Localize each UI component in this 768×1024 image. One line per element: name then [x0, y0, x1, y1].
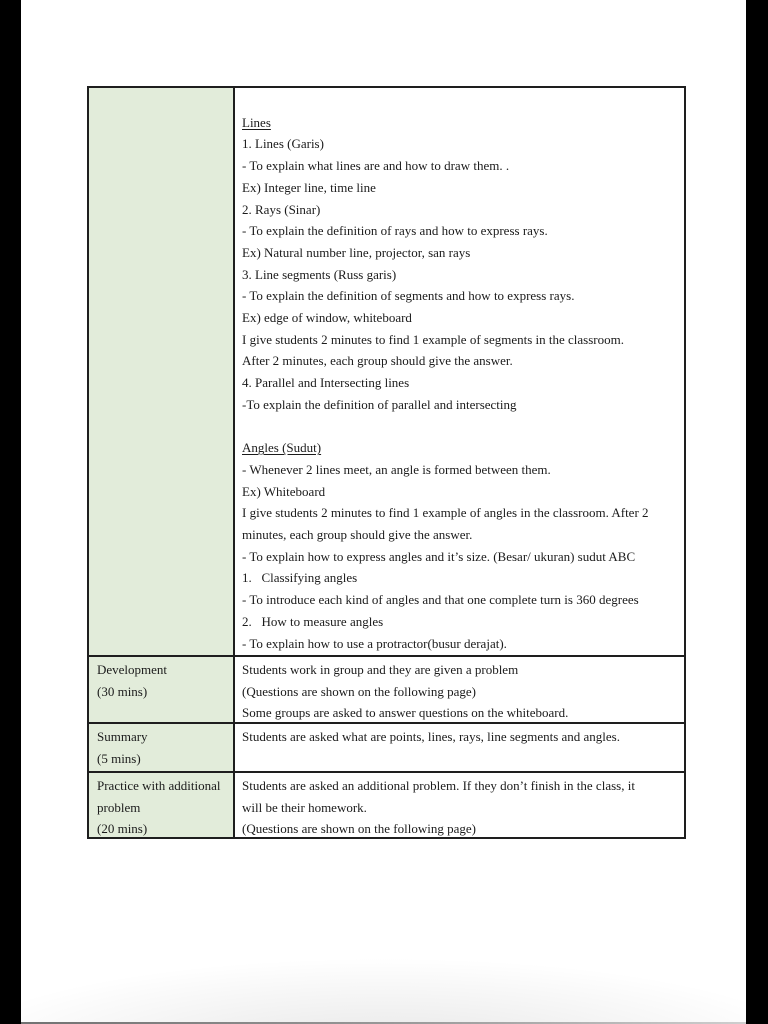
content-text-line: Students are asked an additional problem. If they don’t finish in the class, it	[242, 778, 635, 793]
viewer-left-bar	[0, 0, 21, 1024]
content-cell	[235, 88, 684, 655]
stage-label-line: (5 mins)	[97, 750, 141, 766]
content-cell	[235, 724, 684, 771]
content-text-line: - Whenever 2 lines meet, an angle is formed between them.	[242, 461, 551, 477]
table-row	[89, 722, 684, 771]
content-text-line: (Questions are shown on the following page)	[242, 683, 476, 699]
content-text-line: - To explain how to use a protractor(busur derajat).	[242, 635, 507, 651]
content-text-line	[242, 416, 680, 438]
stage-label-line: Practice with additional	[97, 778, 221, 793]
content-text-line: I give students 2 minutes to find 1 example of angles in the classroom. After 2	[242, 505, 649, 521]
content-text-line: -To explain the definition of parallel and intersecting	[242, 396, 517, 412]
table-row	[89, 655, 684, 722]
stage-label-line: (20 mins)	[97, 821, 148, 837]
content-text-line	[242, 90, 680, 112]
stage-label-line: Development	[97, 662, 168, 677]
content-text-line: will be their homework.	[242, 799, 367, 815]
content-text-line: I give students 2 minutes to find 1 example of segments in the classroom.	[242, 331, 624, 347]
section-heading-line: Angles (Sudut)	[242, 440, 322, 456]
lesson-plan-table	[87, 86, 686, 839]
content-text-line: minutes, each group should give the answer.	[242, 527, 473, 543]
stage-cell	[89, 773, 235, 837]
content-text-line: 2. Rays (Sinar)	[242, 201, 321, 217]
table-row	[89, 771, 684, 837]
stage-label-line: Summary	[97, 729, 148, 744]
stage-cell	[89, 724, 235, 771]
content-cell	[235, 657, 684, 722]
content-text-line: Students are asked what are points, lines, rays, line segments and angles.	[242, 729, 620, 744]
content-text-line: - To explain what lines are and how to draw them. .	[242, 158, 510, 174]
content-text-line: After 2 minutes, each group should give the answer.	[242, 353, 513, 369]
stage-cell	[89, 88, 235, 655]
page-bottom-shadow	[21, 934, 746, 1024]
viewer-right-bar	[746, 0, 768, 1024]
content-text-line: Ex) edge of window, whiteboard	[242, 310, 412, 326]
content-text-line: - To explain how to express angles and it’s size. (Besar/ ukuran) sudut ABC	[242, 548, 636, 564]
content-text-line: Ex) Integer line, time line	[242, 179, 376, 195]
content-text-line: - To explain the definition of segments and how to express rays.	[242, 288, 575, 304]
content-cell	[235, 773, 684, 837]
stage-label-line: (30 mins)	[97, 683, 148, 699]
stage-cell	[89, 657, 235, 722]
content-text-line: 1. Lines (Garis)	[242, 136, 324, 152]
content-text-line: 1. Classifying angles	[242, 570, 358, 586]
content-text-line: 3. Line segments (Russ garis)	[242, 266, 397, 282]
content-text-line: Ex) Whiteboard	[242, 483, 326, 499]
content-text-line: - To explain the definition of rays and how to express rays.	[242, 223, 548, 239]
content-text-line: Students work in group and they are given a problem	[242, 662, 519, 677]
content-text-line: - To introduce each kind of angles and that one complete turn is 360 degrees	[242, 592, 639, 608]
table-row	[89, 88, 684, 655]
content-text-line: Ex) Natural number line, projector, san rays	[242, 244, 471, 260]
content-text-line: (Questions are shown on the following page)	[242, 821, 476, 837]
content-text-line: 4. Parallel and Intersecting lines	[242, 375, 410, 391]
stage-label-line: problem	[97, 799, 141, 815]
content-text-line: 2. How to measure angles	[242, 613, 384, 629]
section-heading-line: Lines	[242, 114, 271, 130]
content-text-line: Some groups are asked to answer questions on the whiteboard.	[242, 705, 569, 721]
